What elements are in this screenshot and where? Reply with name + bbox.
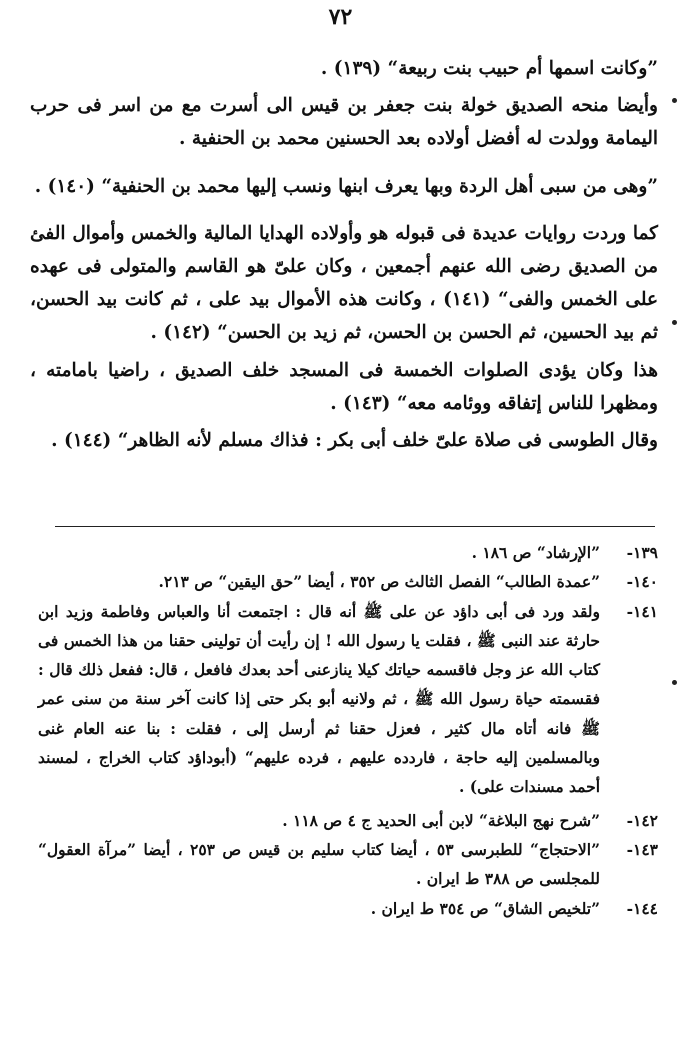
- footnote-number: ١٤١-: [626, 601, 658, 621]
- paragraph-6: وقال الطوسى فى صلاة علىّ خلف أبى بكر : فذاك مسلم لأنه الظاهر“ (١٤٤) .: [51, 430, 658, 452]
- footnote-text: ”عمدة الطالب“ الفصل الثالث ص ٣٥٢ ، أيضا ”حق اليقين“ ص ٢١٣.: [158, 572, 600, 592]
- footnote-number: ١٣٩-: [626, 543, 658, 562]
- main-text: [30, 52, 658, 457]
- footnote-text: ”شرح نهج البلاغة“ لابن أبى الحديد ج ٤ ص ١١٨ .: [282, 810, 600, 830]
- paragraph-1: ”وكانت اسمها أم حبيب بنت ربيعة“ (١٣٩) .: [320, 58, 658, 79]
- footnote-item: [38, 894, 658, 923]
- paragraph-2: وأيضا منحه الصديق خولة بنت جعفر بن قيس الى أسرت مع من اسر فى حرب اليمامة وولدت له أفضل أولاده بعد الحسنين محمد بن الحنفية .: [30, 95, 658, 150]
- page-number: ٧٢: [328, 4, 353, 30]
- footnote-number: ١٤٢-: [626, 810, 658, 830]
- paragraph-3: ”وهى من سبى أهل الردة وبها يعرف ابنها ونسب إليها محمد بن الحنفية“ (١٤٠) .: [34, 175, 658, 197]
- footnote-item: [38, 806, 658, 835]
- footnote-text: ولقد ورد فى أبى داؤد عن على ﷺ أنه قال : اجتمعت أنا والعباس وفاطمة وزيد ابن حارثة عند النبى ﷺ ، فقلت يا رسول الله ! إن رأيت أن تولينى حقنا من هذا الخمس فى كتاب الله عز وجل فاقسمه حياتك كيلا ينازعنى أحد بعدك فافعل ، قال: ففعل ذلك قال : فقسمته حياة رسول الله ﷺ ، ثم ولانيه أبو بكر حتى إذا كانت آخر سنة من سنى عمر ﷺ فانه أتاه مال كثير ، فعزل حقنا ثم أرسل إلى ، فقلت : بنا عنه العام غنى وبالمسلمين إليه حاجة ، فاردده عليهم ، فرده عليهم“ (أبوداؤد كتاب الخراج ، لمسند أحمد مسندات على) .: [38, 601, 600, 797]
- footnote-item: [38, 835, 658, 894]
- margin-speck: [672, 680, 677, 685]
- paragraph-4: كما وردت روايات عديدة فى قبوله هو وأولاده الهدايا المالية والخمس وأموال الفئ من الصديق رضى الله عنهم أجمعين ، وكان علىّ هو القاسم والمتولى فى عهده على الخمس والفى“ (١٤١) ، وكانت هذه الأموال بيد على ، ثم كانت بيد الحسن، ثم بيد الحسين، ثم الحسن بن الحسن، ثم زيد بن الحسن“ (١٤٢) .: [30, 222, 658, 344]
- footnote-number: ١٤٤-: [626, 898, 658, 918]
- footnote-item: [38, 538, 658, 567]
- margin-speck: [672, 320, 677, 325]
- footnote-item: [38, 567, 658, 596]
- footnotes: [38, 538, 658, 923]
- footnote-item: [38, 597, 658, 802]
- footnote-number: ١٤٠-: [626, 572, 658, 592]
- margin-speck: [672, 98, 677, 103]
- footnote-divider: [55, 526, 655, 527]
- footnote-text: ”الإرشاد“ ص ١٨٦ .: [471, 543, 600, 562]
- paragraph-5: هذا وكان يؤدى الصلوات الخمسة فى المسجد خلف الصديق ، راضيا بامامته ، ومظهرا للناس إتفاقه ووئامه معه“ (١٤٣) .: [30, 359, 658, 414]
- footnote-text: ”الاحتجاج“ للطبرسى ٥٣ ، أيضا كتاب سليم بن قيس ص ٢٥٣ ، أيضا ”مرآة العقول“ للمجلسى ص ٣٨٨ ط ايران .: [38, 839, 600, 889]
- footnote-text: ”تلخيص الشاق“ ص ٣٥٤ ط ايران .: [370, 898, 600, 918]
- footnote-number: ١٤٣-: [626, 839, 658, 859]
